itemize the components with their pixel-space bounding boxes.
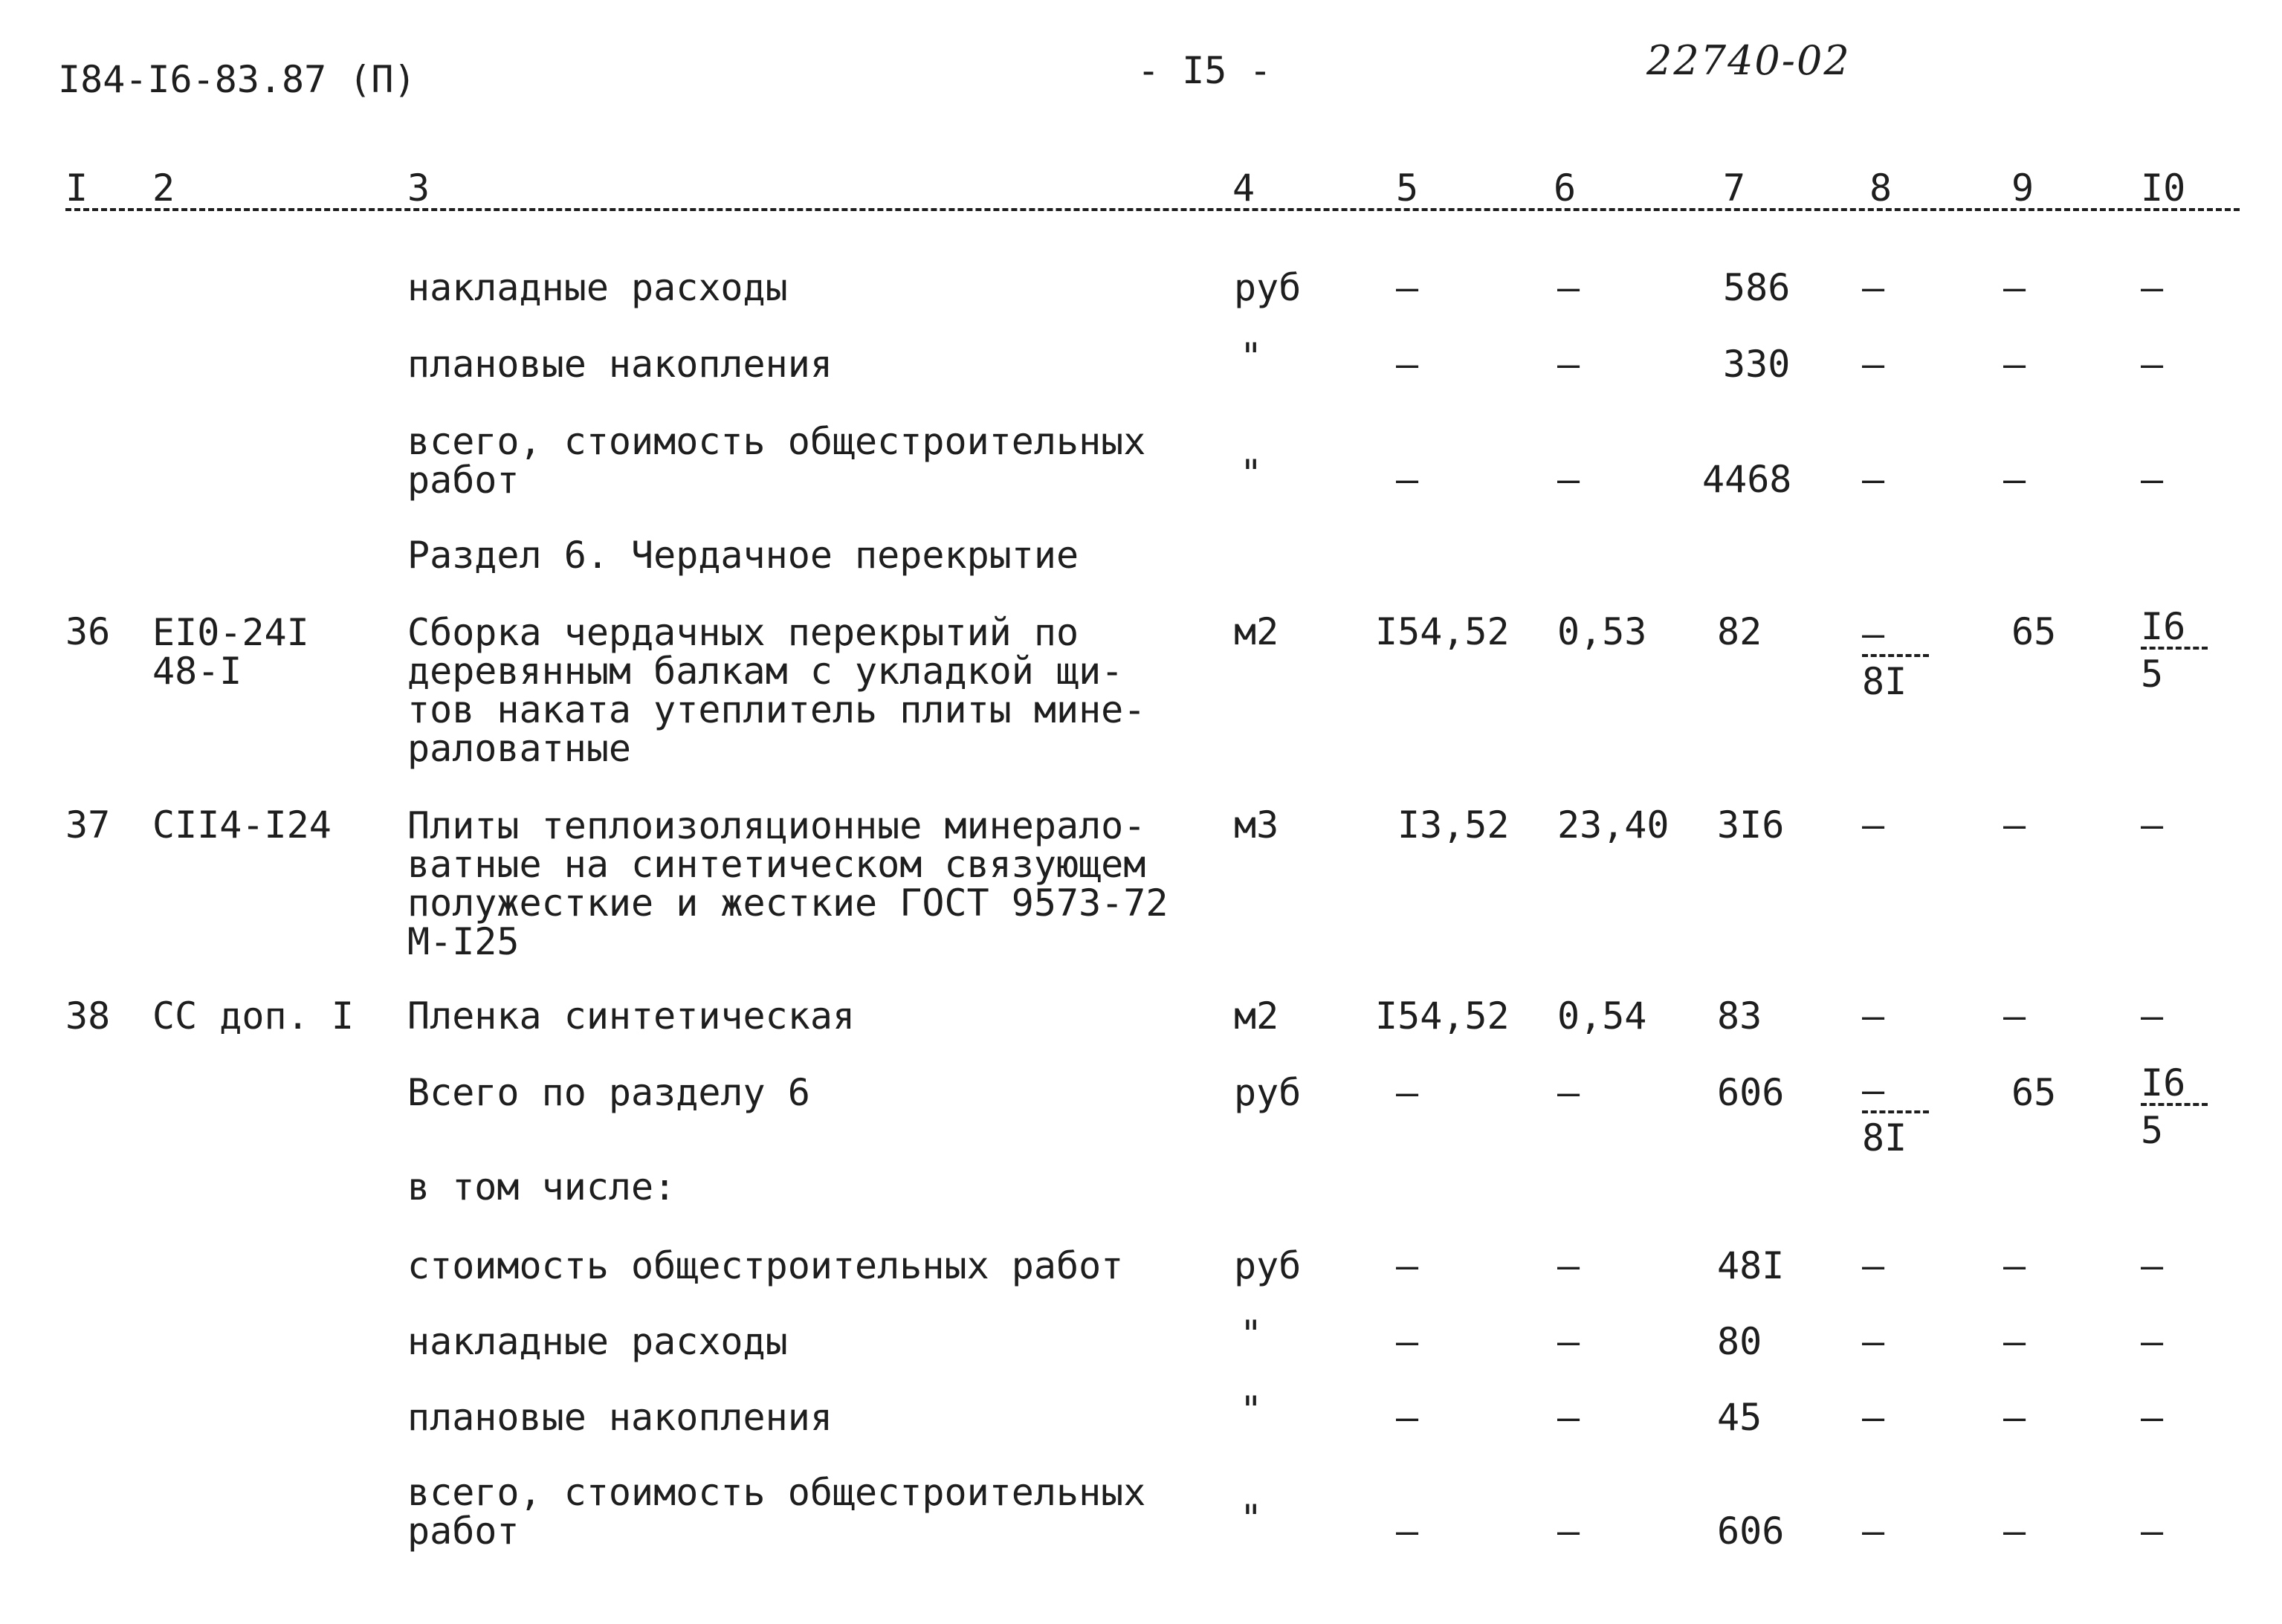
row-description-line: деревянным балкам с укладкой щи- (407, 650, 1124, 693)
row-cell: – (1557, 1320, 1580, 1363)
row-cell: I54,52 (1375, 610, 1510, 653)
fraction-denominator: 5 (2141, 1109, 2164, 1152)
row-cell: – (2003, 1244, 2026, 1287)
row-cell: – (2003, 266, 2026, 309)
fraction-numerator: I6 (2141, 1064, 2208, 1106)
row-cell: 4468 (1702, 458, 1792, 501)
row-cell: – (1557, 1396, 1580, 1439)
row-description-line: тов наката утеплитель плиты мине- (407, 688, 1146, 731)
row-cell: – (2141, 803, 2164, 847)
row-cell: I3,52 (1397, 803, 1510, 847)
row-cell: – (1862, 343, 1885, 386)
row-description: плановые накопления (407, 1396, 833, 1439)
row-cell: 48I (1717, 1244, 1785, 1287)
column-header: 4 (1232, 166, 1255, 210)
column-header: 6 (1554, 166, 1577, 210)
fraction-cell (1862, 1069, 1929, 1159)
row-cell: I54,52 (1375, 994, 1510, 1038)
row-number: 38 (65, 994, 111, 1038)
row-description: Пленка синтетическая (407, 994, 856, 1038)
row-cell: – (2141, 1396, 2164, 1439)
row-cell: 80 (1717, 1320, 1762, 1363)
row-unit: м3 (1234, 803, 1279, 847)
document-code: I84-I6-83.87 (П) (58, 58, 416, 101)
row-cell: 23,40 (1557, 803, 1670, 847)
row-cell: 45 (1717, 1396, 1762, 1439)
page-number: - I5 - (1137, 49, 1272, 92)
column-header: 9 (2011, 166, 2034, 210)
column-header: 2 (152, 166, 175, 210)
fraction-denominator: 8I (1862, 660, 1907, 703)
row-cell: – (2003, 803, 2026, 847)
column-header: 8 (1869, 166, 1892, 210)
row-cell: – (1396, 1320, 1419, 1363)
row-description-line: ватные на синтетическом связующем (407, 843, 1146, 886)
row-cell: – (2141, 266, 2164, 309)
row-number: 37 (65, 803, 111, 847)
row-code-line: EI0-24I (152, 611, 309, 654)
row-code (152, 611, 309, 693)
row-cell: – (2003, 1320, 2026, 1363)
column-header: I0 (2141, 166, 2186, 210)
column-header: 5 (1396, 166, 1419, 210)
column-header: I (65, 166, 88, 210)
row-unit: руб (1234, 1244, 1302, 1287)
fraction-numerator: – (1862, 615, 1929, 657)
row-description: плановые накопления (407, 343, 833, 386)
header-rule (65, 208, 2240, 211)
row-cell: – (2141, 1320, 2164, 1363)
column-header: 7 (1723, 166, 1746, 210)
row-unit: м2 (1234, 994, 1279, 1038)
row-cell: – (1396, 458, 1419, 501)
row-cell: – (1862, 1244, 1885, 1287)
row-cell: 606 (1717, 1071, 1785, 1114)
fraction-cell (2141, 1061, 2208, 1152)
row-description-line: всего, стоимость общестроительных (407, 420, 1146, 463)
row-description-line: Плиты теплоизоляционные минерало- (407, 804, 1146, 847)
row-cell: – (1557, 266, 1580, 309)
row-cell: – (2141, 1510, 2164, 1553)
row-unit: руб (1234, 266, 1302, 309)
row-unit: " (1240, 1497, 1263, 1540)
row-cell: 83 (1717, 994, 1762, 1038)
row-cell: – (1396, 266, 1419, 309)
row-unit: " (1240, 1388, 1263, 1431)
row-code: CC доп. I (152, 994, 354, 1038)
row-number: 36 (65, 610, 111, 653)
row-cell: – (1862, 1396, 1885, 1439)
row-cell: – (1557, 1510, 1580, 1553)
row-description (407, 806, 1169, 961)
row-unit: " (1240, 335, 1263, 378)
fraction-numerator: I6 (2141, 608, 2208, 650)
row-cell: 82 (1717, 610, 1762, 653)
row-cell: – (1557, 458, 1580, 501)
row-description (407, 1471, 1146, 1553)
row-cell: – (1862, 1320, 1885, 1363)
row-description: накладные расходы (407, 266, 788, 309)
row-cell: – (2003, 1396, 2026, 1439)
row-cell: – (1396, 1071, 1419, 1114)
row-unit: " (1240, 452, 1263, 495)
row-unit: м2 (1234, 610, 1279, 653)
row-cell: – (2141, 458, 2164, 501)
fraction-cell (2141, 605, 2208, 696)
row-description-line: М-I25 (407, 920, 520, 963)
row-cell: 3I6 (1717, 803, 1785, 847)
row-cell: – (1862, 1510, 1885, 1553)
row-unit: " (1240, 1313, 1263, 1356)
row-description-line: раловатные (407, 727, 632, 770)
row-cell: – (1862, 803, 1885, 847)
column-header: 3 (407, 166, 430, 210)
row-cell: – (1396, 1510, 1419, 1553)
row-description (407, 613, 1145, 768)
row-cell: – (1396, 343, 1419, 386)
row-cell: – (1396, 1244, 1419, 1287)
row-cell: – (1557, 1071, 1580, 1114)
row-cell: – (2141, 994, 2164, 1038)
fraction-denominator: 5 (2141, 653, 2164, 696)
row-description: стоимость общестроительных работ (407, 1244, 1124, 1287)
row-description: накладные расходы (407, 1320, 788, 1363)
row-description-line: работ (407, 459, 520, 502)
row-cell: – (2141, 343, 2164, 386)
row-description-line: Сборка чердачных перекрытий по (407, 611, 1079, 654)
row-cell: 65 (2011, 1071, 2057, 1114)
row-description: Всего по разделу 6 (407, 1071, 810, 1114)
row-cell: – (1557, 343, 1580, 386)
row-cell: 330 (1723, 343, 1791, 386)
row-cell: – (1557, 1244, 1580, 1287)
row-cell: – (2003, 343, 2026, 386)
fraction-denominator: 8I (1862, 1116, 1907, 1159)
row-cell: 0,53 (1557, 610, 1647, 653)
fraction-cell (1862, 612, 1929, 703)
row-cell: – (1396, 1396, 1419, 1439)
row-unit: руб (1234, 1071, 1302, 1114)
row-cell: – (1862, 266, 1885, 309)
row-description-line: всего, стоимость общестроительных (407, 1471, 1146, 1514)
row-cell: – (2141, 1244, 2164, 1287)
row-description (407, 420, 1146, 502)
row-code: CII4-I24 (152, 803, 332, 847)
including-label: в том числе: (407, 1165, 676, 1209)
row-code-line: 48-I (152, 650, 242, 693)
row-cell: 606 (1717, 1510, 1785, 1553)
row-description-line: работ (407, 1510, 520, 1553)
row-cell: – (2003, 1510, 2026, 1553)
row-cell: – (2003, 458, 2026, 501)
row-cell: 0,54 (1557, 994, 1647, 1038)
row-cell: – (2003, 994, 2026, 1038)
row-cell: – (1862, 458, 1885, 501)
row-description-line: полужесткие и жесткие ГОСТ 9573-72 (407, 881, 1169, 925)
handwritten-number: 22740-02 (1646, 37, 1851, 84)
row-cell: 65 (2011, 610, 2057, 653)
row-cell: 586 (1723, 266, 1791, 309)
fraction-numerator: – (1862, 1072, 1929, 1113)
row-cell: – (1862, 994, 1885, 1038)
section-title: Раздел 6. Чердачное перекрытие (407, 534, 1079, 577)
